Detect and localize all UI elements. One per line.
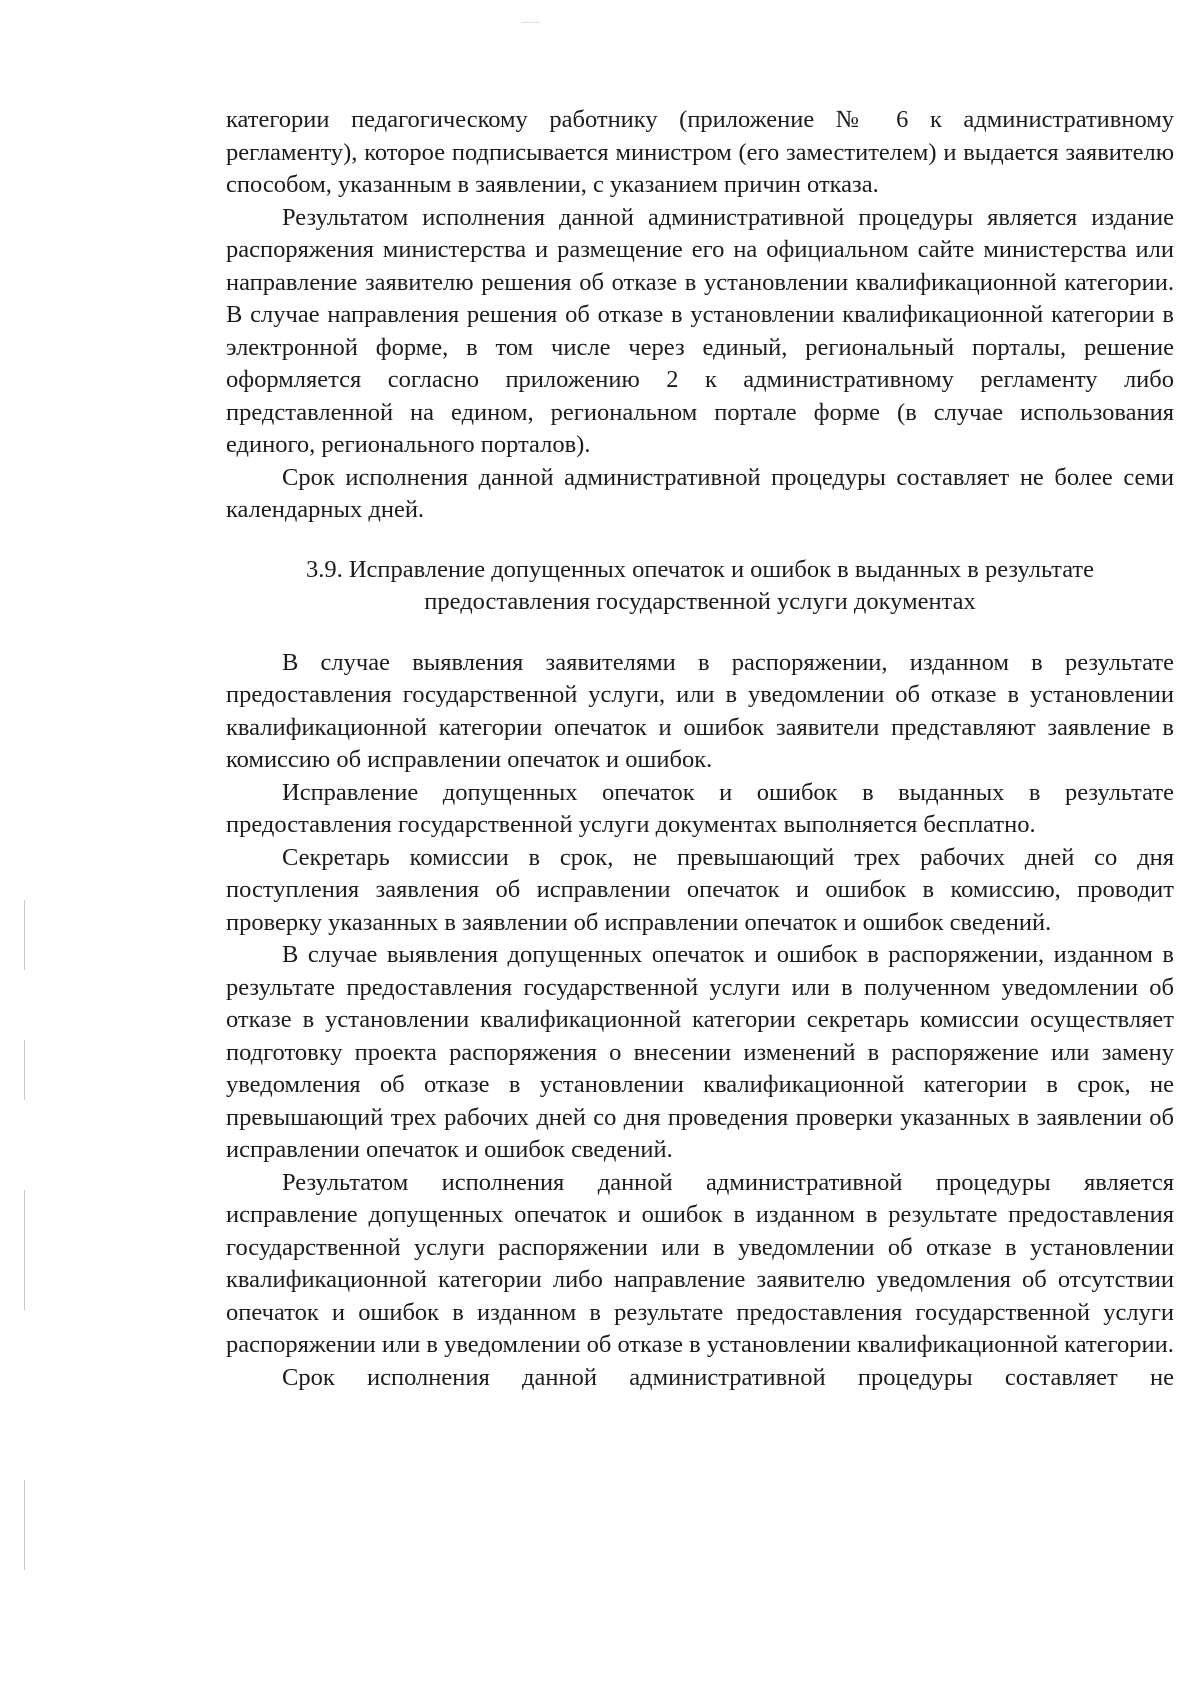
paragraph: категории педагогическому работнику (приложение № 6 к административному регламенту), которое подписывается министром (его заместителем) и выдается заявителю способом, указанным в заявлении, с указанием причин отказа. — [226, 106, 1174, 198]
paragraph: Секретарь комиссии в срок, не превышающий трех рабочих дней со дня поступления заявления об исправлении опечаток и ошибок в комиссию, проводит проверку указанных в заявлении об исправлении опечаток и ошибок сведений. — [226, 843, 1174, 936]
scan-artifact — [522, 22, 540, 23]
paragraph: Срок исполнения данной административной процедуры составляет не более семи календарных дней. — [226, 463, 1174, 523]
document-body — [226, 104, 1174, 1394]
paragraph: Результатом исполнения данной административной процедуры является издание распоряжения министерства и размещение его на официальном сайте министерства или направление заявителю решения об отказе в установлении квалификационной категории. В случае направления решения об отказе в установлении квалификационной категории в электронной форме, в том числе через единый, региональный порталы, решение оформляется согласно приложению 2 к административному регламенту либо представленной на едином, региональном портале форме (в случае использования единого, регионального порталов). — [226, 203, 1174, 458]
paragraph: Результатом исполнения данной административной процедуры является исправление допущенных опечаток и ошибок в изданном в результате предоставления государственной услуги распоряжении или в уведомлении об отказе в установлении квалификационной категории либо направление заявителю уведомления об отсутствии опечаток и ошибок в изданном в результате предоставления государственной услуги распоряжении или в уведомлении об отказе в установлении квалификационной категории. — [226, 1168, 1174, 1358]
section-heading: 3.9. Исправление допущенных опечаток и ошибок в выданных в результате предоставления государственной услуги документах — [305, 555, 1095, 615]
scan-edge-mark — [24, 1190, 25, 1310]
scan-edge-mark — [24, 1480, 25, 1570]
paragraph-continued: Срок исполнения данной административной процедуры составляет не — [282, 1363, 1174, 1391]
paragraph: В случае выявления заявителями в распоряжении, изданном в результате предоставления государственной услуги, или в уведомлении об отказе в установлении квалификационной категории опечаток и ошибок заявители представляют заявление в комиссию об исправлении опечаток и ошибок. — [226, 648, 1174, 773]
paragraph: В случае выявления допущенных опечаток и ошибок в распоряжении, изданном в результате предоставления государственной услуги или в полученном уведомлении об отказе в установлении квалификационной категории секретарь комиссии осуществляет подготовку проекта распоряжения о внесении изменений в распоряжение или замену уведомления об отказе в установлении квалификационной категории в срок, не превышающий трех рабочих дней со дня проведения проверки указанных в заявлении об исправлении опечаток и ошибок сведений. — [226, 941, 1174, 1163]
scan-edge-mark — [24, 1040, 25, 1100]
scan-edge-mark — [24, 900, 25, 970]
paragraph: Исправление допущенных опечаток и ошибок в выданных в результате предоставления государственной услуги документах выполняется бесплатно. — [226, 778, 1174, 838]
